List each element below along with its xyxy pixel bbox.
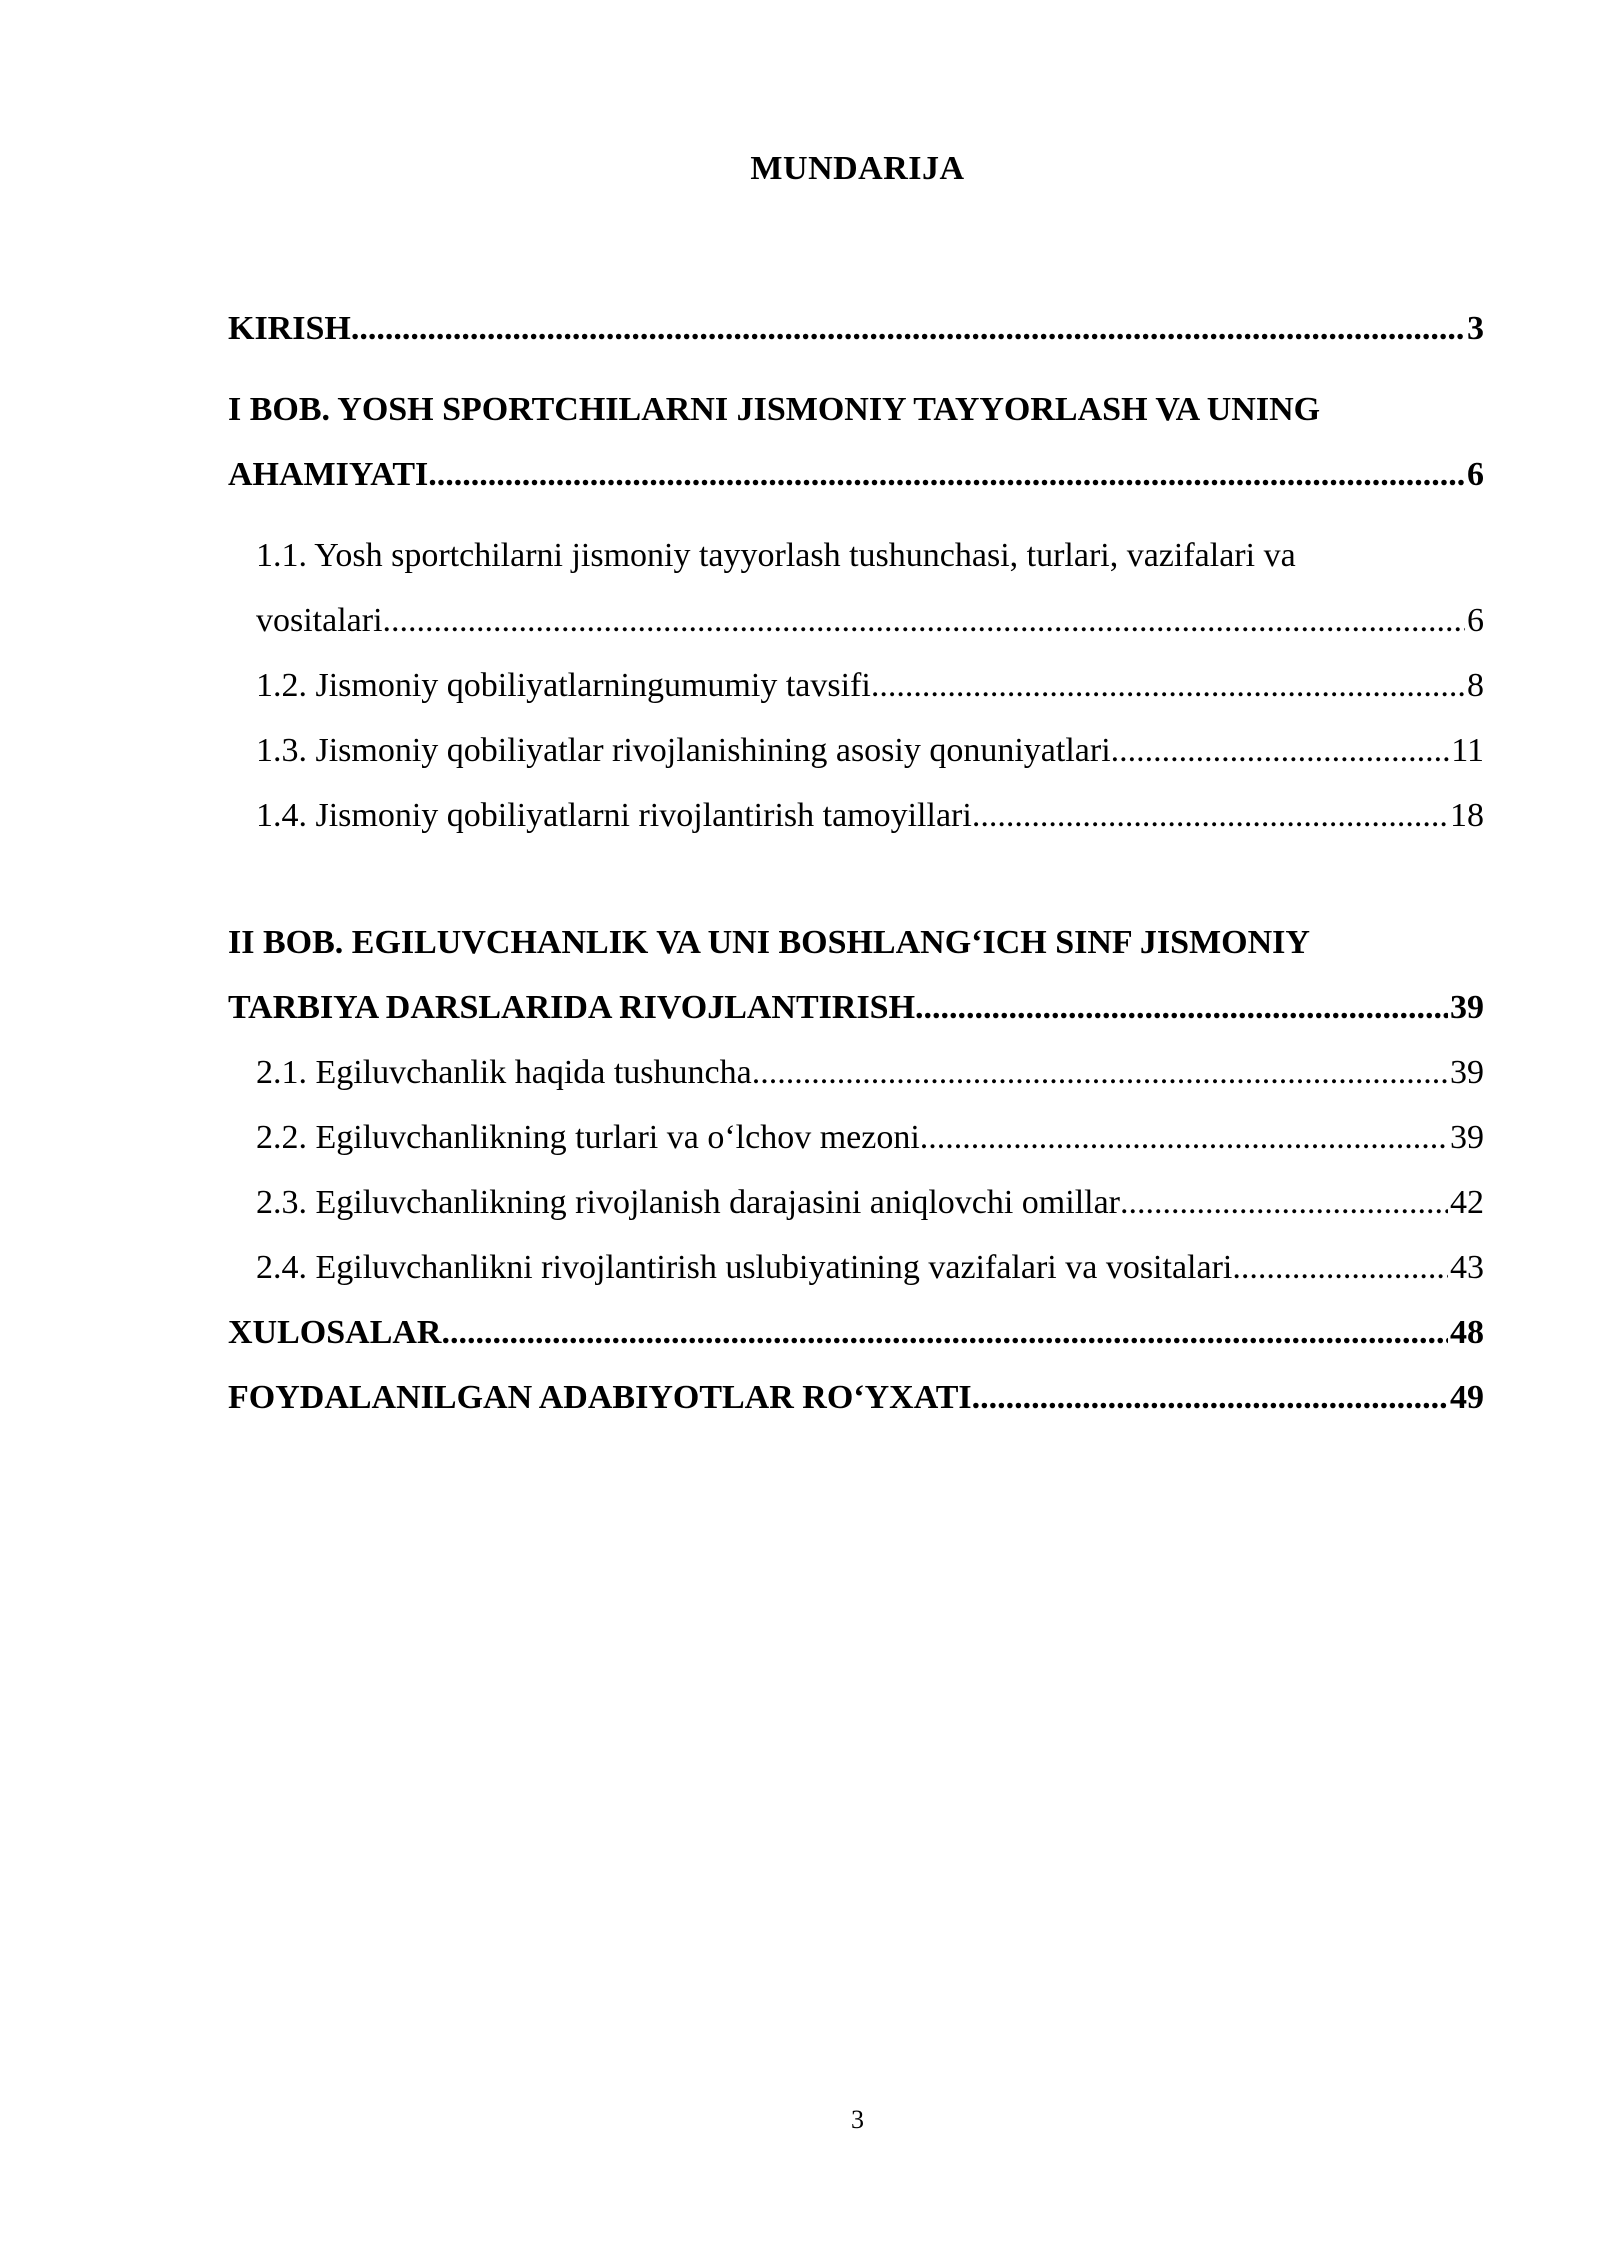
toc-entry-label: AHAMIYATI xyxy=(228,456,429,493)
toc-entry-label-line1: II BOB. EGILUVCHANLIK VA UNI BOSHLANG‘ICH SINF JISMONIY xyxy=(228,924,1310,961)
toc-entry-label: vositalari xyxy=(256,602,383,639)
toc-entry-section-1-3[interactable] xyxy=(228,718,1484,783)
toc-page-number: 6 xyxy=(1467,456,1484,493)
toc-page-number: 3 xyxy=(1467,310,1484,347)
toc-entry-label: 1.4. Jismoniy qobiliyatlarni rivojlantirish tamoyillari xyxy=(256,797,972,834)
toc-entry-label: 1.3. Jismoniy qobiliyatlar rivojlanishining asosiy qonuniyatlari xyxy=(256,732,1111,769)
dot-leader xyxy=(1111,718,1450,783)
toc-entry-label-line1: 1.1. Yosh sportchilarni jismoniy tayyorlash tushunchasi, turlari, vazifalari va xyxy=(256,537,1296,574)
dot-leader xyxy=(752,1040,1448,1105)
toc-entry-chapter-2[interactable] xyxy=(228,910,1484,1040)
page-number-footer: 3 xyxy=(851,2105,864,2134)
dot-leader xyxy=(972,1365,1448,1430)
page-title: MUNDARIJA xyxy=(750,150,965,187)
toc-page-number: 48 xyxy=(1450,1314,1484,1351)
toc-entry-section-1-4[interactable] xyxy=(228,783,1484,848)
toc-entry-label: FOYDALANILGAN ADABIYOTLAR RO‘YXATI xyxy=(228,1379,972,1416)
dot-leader xyxy=(1232,1235,1448,1300)
dot-leader xyxy=(871,653,1465,718)
toc-page-number: 43 xyxy=(1450,1249,1484,1286)
toc-page-number: 49 xyxy=(1450,1379,1484,1416)
toc-entry-chapter-1[interactable] xyxy=(228,377,1484,507)
toc-entry-section-1-2[interactable] xyxy=(228,653,1484,718)
toc-entry-xulosalar[interactable] xyxy=(228,1300,1484,1365)
toc-page-number: 39 xyxy=(1450,1054,1484,1091)
toc-page-number: 42 xyxy=(1450,1184,1484,1221)
toc-entry-label: 1.2. Jismoniy qobiliyatlarningumumiy tavsifi xyxy=(256,667,871,704)
toc-page-number: 18 xyxy=(1450,797,1484,834)
dot-leader xyxy=(1120,1170,1448,1235)
dot-leader xyxy=(383,588,1465,653)
dot-leader xyxy=(915,975,1448,1040)
toc-entry-label-line1: I BOB. YOSH SPORTCHILARNI JISMONIY TAYYORLASH VA UNING xyxy=(228,391,1321,428)
toc-entry-label: 2.3. Egiluvchanlikning rivojlanish darajasini aniqlovchi omillar xyxy=(256,1184,1120,1221)
toc-entry-kirish[interactable] xyxy=(228,296,1484,361)
dot-leader xyxy=(441,1300,1448,1365)
toc-entry-section-2-1[interactable] xyxy=(228,1040,1484,1105)
toc-entry-section-2-2[interactable] xyxy=(228,1105,1484,1170)
toc-page-number: 39 xyxy=(1450,1119,1484,1156)
table-of-contents xyxy=(228,296,1484,1430)
toc-entry-section-2-4[interactable] xyxy=(228,1235,1484,1300)
toc-entry-label: 2.4. Egiluvchanlikni rivojlantirish uslubiyatining vazifalari va vositalari xyxy=(256,1249,1233,1286)
toc-entry-label: XULOSALAR xyxy=(228,1314,442,1351)
toc-entry-adabiyotlar[interactable] xyxy=(228,1365,1484,1430)
toc-entry-section-1-1[interactable] xyxy=(228,523,1484,653)
toc-page-number: 39 xyxy=(1450,989,1484,1026)
toc-page-number: 6 xyxy=(1467,602,1484,639)
toc-page-number: 11 xyxy=(1451,732,1484,769)
dot-leader xyxy=(920,1105,1448,1170)
toc-entry-label: 2.2. Egiluvchanlikning turlari va o‘lchov mezoni xyxy=(256,1119,920,1156)
toc-entry-label: 2.1. Egiluvchanlik haqida tushuncha xyxy=(256,1054,752,1091)
dot-leader xyxy=(351,296,1465,361)
dot-leader xyxy=(428,442,1465,507)
toc-entry-label: TARBIYA DARSLARIDA RIVOJLANTIRISH xyxy=(228,989,916,1026)
toc-entry-label: KIRISH xyxy=(228,310,351,347)
toc-entry-section-2-3[interactable] xyxy=(228,1170,1484,1235)
dot-leader xyxy=(972,783,1448,848)
toc-page-number: 8 xyxy=(1467,667,1484,704)
